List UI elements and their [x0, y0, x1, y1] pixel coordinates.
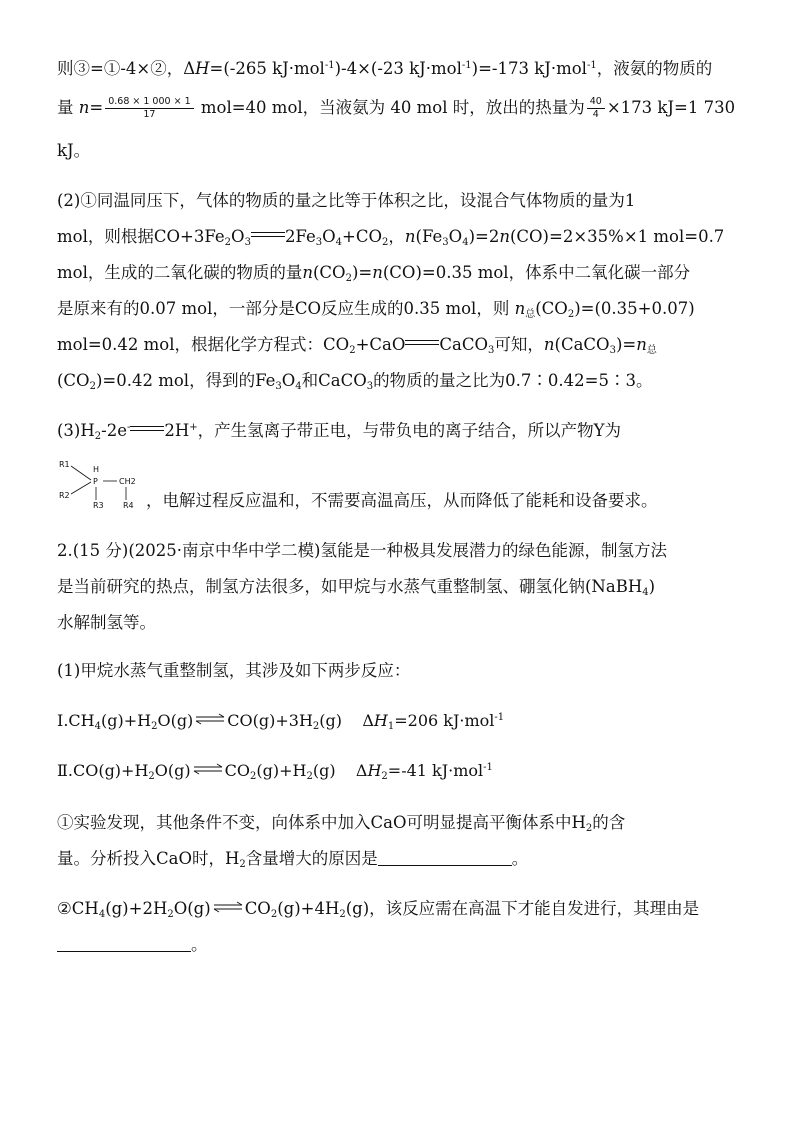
answer-blank-2[interactable]: [57, 935, 191, 952]
item1-line2: 量。分析投入CaO时，$H_2$含量增大的原因是 。: [57, 849, 529, 870]
para1-line3: kJ。: [57, 141, 91, 160]
para2-line1: (2)①同温同压下，气体的物质的量之比等于体积之比，设混合气体物质的量为1: [57, 191, 636, 210]
para2-line5: mol=0.42 mol，根据化学方程式：$CO_2+CaO$ CaCO$_3$可知，$n(CaCO_3)=n_总$: [57, 335, 657, 356]
struct-r1: R1: [59, 460, 70, 469]
reaction-1: $Ⅰ.CH_4(g)+H_2O(g)$ $CO(g)+3H_2(g)$ $\Delta H_1=206$ kJ·mol$^{-1}$: [57, 711, 505, 732]
para2-line6: $(CO_2)=0.42$ mol，得到的$Fe_3O_4$和CaCO$_3$的物质的量之比为0.7∶0.42=5∶3。: [57, 371, 653, 392]
text-run: ×173 kJ=1 730: [606, 98, 736, 117]
reaction-2: $Ⅱ.CO(g)+H_2O(g)$ $CO_2(g)+H_2(g)$ $\Delta H_2=-41$ kJ·mol$^{-1}$: [57, 761, 493, 782]
fraction-ammonia: [105, 96, 193, 121]
struct-r2: R2: [59, 491, 70, 500]
q2-line1: [57, 540, 667, 562]
fraction-heat: [587, 96, 605, 121]
answer-text: 则③=①-4×②，ΔH=(-265 kJ·mol$^{-1}$)-4×(-23 kJ·mol$^{-1}$)=-173 kJ·mol$^{-1}$，液氨的物质的: [57, 59, 713, 78]
q2-sub1: (1)甲烷水蒸气重整制氢，其涉及如下两步反应：: [57, 661, 411, 680]
fraction-numerator: 0.68 × 1 000 × 1: [105, 96, 193, 109]
struct-p: P: [93, 477, 98, 486]
q2-line2: 是当前研究的热点，制氢方法很多，如甲烷与水蒸气重整制氢、硼氢化钠(NaBH$_4$): [57, 577, 656, 598]
item2-line1: $②CH_4(g)+2H_2O(g)$ $CO_2(g)+4H_2(g)$，该反应需在高温下才能自发进行，其理由是: [57, 899, 700, 920]
text-run: 量: [57, 98, 79, 117]
struct-ch2: CH2: [119, 477, 136, 486]
q2-line3: 水解制氢等。: [57, 613, 156, 632]
item2-line2: [57, 934, 208, 956]
para3-line2: ，电解过程反应温和，不需要高温高压，从而降低了能耗和设备要求。: [146, 491, 658, 510]
text-run: 。: [511, 849, 529, 868]
answer-blank-1[interactable]: [378, 849, 512, 866]
text-run: =: [89, 98, 104, 117]
para3-line1: $(3)H_2-2e^-$ 2H+，产生氢离子带正电，与带负电的离子结合，所以产物Y为: [57, 421, 622, 442]
var-n: n: [78, 98, 90, 117]
para2-line2: mol，则根据$CO+3Fe_2O_3$ $2Fe_3O_4+CO_2$，$n(Fe_3O_4)=2n(CO)=2\times 35\%\times 1$ mol=0.7: [57, 227, 725, 248]
fraction-denominator: 17: [143, 109, 156, 120]
text-run: mol=40 mol，当液氨为 40 mol 时，放出的热量为: [195, 98, 585, 117]
q2-text: 2.(15 分)(2025·南京中华中学二模)氢能是一种极具发展潜力的绿色能源，制氢方法: [57, 541, 667, 560]
para1-line2: [57, 96, 735, 121]
fraction-denominator: 4: [592, 109, 599, 120]
struct-r3: R3: [93, 501, 104, 510]
para2-line3: mol，生成的二氧化碳的物质的量$n(CO_2)=n(CO)=0.35$ mol，体系中二氧化碳一部分: [57, 263, 691, 284]
struct-r4: R4: [123, 501, 134, 510]
struct-h: H: [93, 465, 100, 474]
product-y-structure: [57, 458, 157, 516]
para2-line4: 是原来有的0.07 mol，一部分是CO反应生成的0.35 mol，则 $n_总(CO_2)=(0.35+0.07)$: [57, 299, 695, 320]
para1-line1: [57, 58, 712, 80]
item1-line1: ①实验发现，其他条件不变，向体系中加入CaO可明显提高平衡体系中$H_2$的含: [57, 813, 626, 834]
text-run: 。: [191, 935, 208, 954]
fraction-numerator: 40: [587, 96, 605, 109]
